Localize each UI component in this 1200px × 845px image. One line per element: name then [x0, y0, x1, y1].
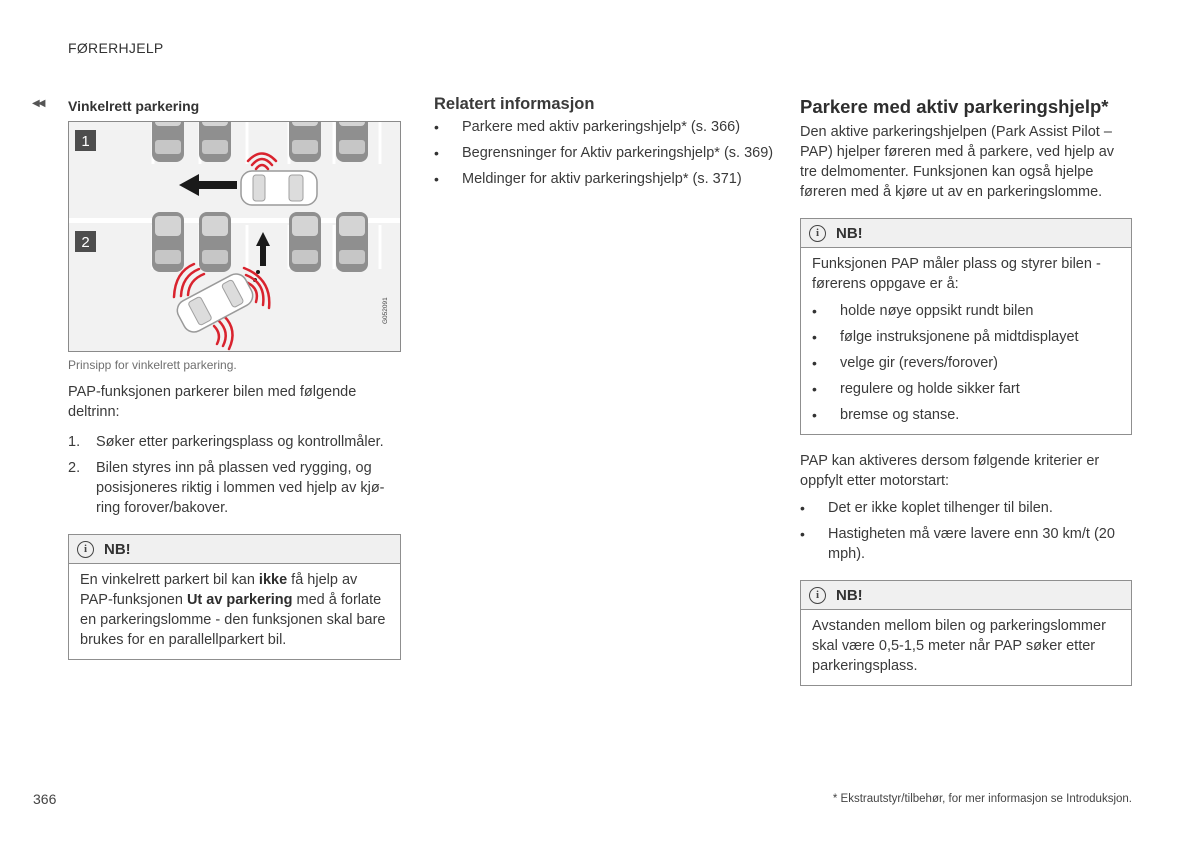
panel-label-2: 2 [81, 234, 90, 251]
column-left [32, 95, 401, 660]
duty-list [812, 301, 1120, 425]
emphasis-text: ikke [258, 572, 288, 588]
list-item: • bremse og stanse. [812, 405, 1120, 425]
list-item: • velge gir (revers/forover) [812, 353, 1120, 373]
criteria-list [800, 498, 1132, 564]
section-header: FØRERHJELP [68, 40, 164, 56]
footnote: * Ekstrautstyr/tilbehør, for mer informasjon se Introduksjon. [832, 793, 1132, 805]
related-link[interactable]: • Meldinger for aktiv parkeringshjelp* (s. 371) [434, 169, 774, 189]
section-title: Vinkelrett parkering [68, 98, 200, 114]
double-chevron-left-icon: ◀◀ [32, 98, 44, 109]
note-text: Funksjonen PAP måler plass og styrer bilen - førerens oppgave er å: [812, 256, 1101, 292]
note-box [68, 534, 401, 660]
parked-car [199, 122, 231, 162]
list-item: • Det er ikke koplet tilhenger til bilen. [800, 498, 1132, 518]
parked-car [152, 212, 184, 272]
related-info-title: Relatert informasjon [434, 95, 595, 113]
intro-paragraph: Den aktive parkeringshjelpen (Park Assist Pilot – PAP) hjelper føreren med å parkere, ved hjelp av tre delmomenter. Funksjonen kan også hjelpe føreren med å kjøre ut av en parkeringslomme. [800, 124, 1115, 200]
parked-car [336, 122, 368, 162]
parked-car [289, 212, 321, 272]
list-item: • holde nøye oppsikt rundt bilen [812, 301, 1120, 321]
list-item: • regulere og holde sikker fart [812, 379, 1120, 399]
panel-label-1: 1 [81, 133, 90, 150]
page-number: 366 [33, 791, 57, 807]
note-label: NB! [836, 224, 863, 242]
parked-car [152, 122, 184, 162]
info-icon: i [809, 587, 826, 604]
note-label: NB! [104, 540, 131, 558]
note-box [800, 580, 1132, 686]
direction-arrow-left [179, 174, 237, 196]
steps-list [68, 432, 401, 518]
note-header [801, 219, 1131, 248]
intro-paragraph: PAP-funksjonen parkerer bilen med følgende deltrinn: [68, 384, 357, 420]
column-right [800, 95, 1132, 686]
section-title-row [32, 95, 401, 117]
moving-car [241, 171, 317, 205]
criteria-intro: PAP kan aktiveres dersom følgende kriterier er oppfylt etter motorstart: [800, 453, 1100, 489]
sensor-waves [248, 154, 276, 170]
panel-2 [152, 212, 380, 349]
note-text: Avstanden mellom bilen og parkeringslommer skal være 0,5-1,5 meter når PAP søker etter parkeringsplass. [812, 618, 1106, 674]
note-text: En vinkelrett parkert bil kan ikke få hjelp av PAP-funksjonen Ut av parkering med å forlate en parkeringslomme - den funksjonen skal bare brukes for en parallellparkert bil. [80, 572, 386, 648]
function-name: Ut av parkering [186, 592, 293, 608]
note-box [800, 218, 1132, 435]
related-link[interactable]: • Begrensninger for Aktiv parkeringshjelp* (s. 369) [434, 143, 774, 163]
list-item: • Hastigheten må være lavere enn 30 km/t (20 mph). [800, 524, 1132, 564]
parked-car [199, 212, 231, 272]
info-icon: i [809, 225, 826, 242]
parked-car [336, 212, 368, 272]
related-link[interactable]: • Parkere med aktiv parkeringshjelp* (s. 366) [434, 117, 774, 137]
note-header [69, 535, 400, 564]
note-header [801, 581, 1131, 610]
note-label: NB! [836, 586, 863, 604]
related-links [434, 117, 774, 189]
parking-illustration [68, 121, 401, 352]
parked-car [289, 122, 321, 162]
panel-1 [152, 122, 380, 205]
list-item: 2. Bilen styres inn på plassen ved rygging, og posisjoneres riktig i lommen ved hjelp av kjøring forover/bakover. [68, 460, 385, 516]
figure-caption: Prinsipp for vinkelrett parkering. [68, 358, 237, 372]
list-item: • følge instruksjonene på midtdisplayet [812, 327, 1120, 347]
image-code: G052091 [382, 297, 389, 324]
column-middle [434, 95, 774, 195]
page-title: Parkere med aktiv parkeringshjelp* [800, 96, 1109, 117]
info-icon: i [77, 541, 94, 558]
list-item: 1. Søker etter parkeringsplass og kontrollmåler. [68, 434, 384, 450]
